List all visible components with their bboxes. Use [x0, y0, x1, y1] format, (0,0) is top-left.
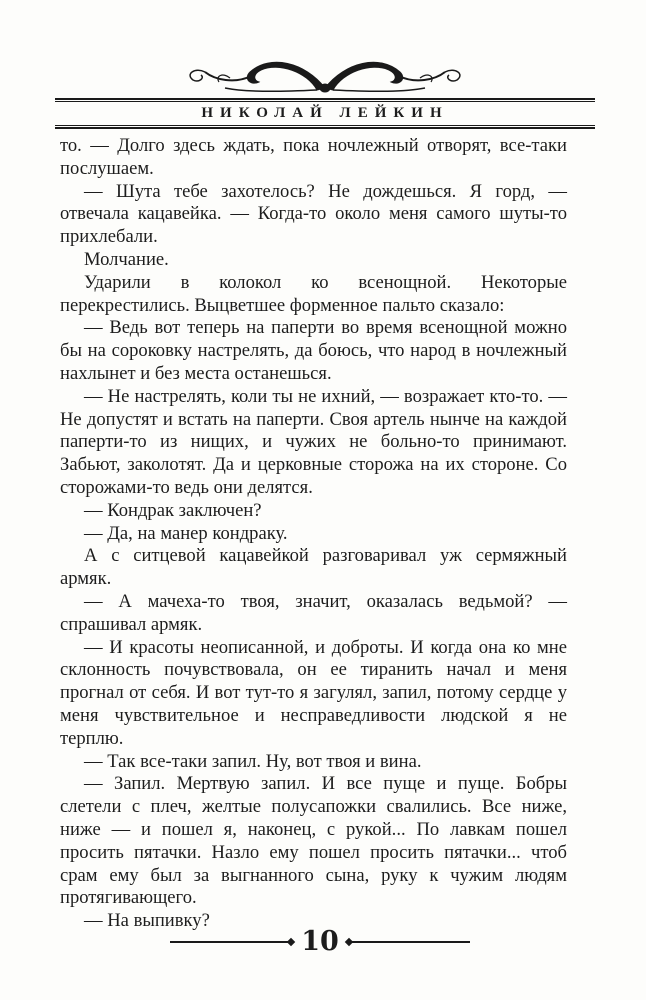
footer-rule-left [170, 941, 292, 943]
paragraph: то. — Долго здесь ждать, пока ночлежный отворят, все-таки послушаем. [60, 135, 567, 179]
paragraph: — Кондрак заключен? [84, 499, 262, 521]
paragraph: — Запил. Мертвую запил. И все пуще и пуще. Бобры слетели с плеч, желтые полусапожки свалились. Все ниже, ниже — и пошел я, наконец, с рукой... По лавкам пошел просить пятачки. Назло ему пошел просить пятачки... чтоб срам ему был за выгнанного сына, руку к чужим людям протягивающего. [60, 773, 567, 909]
paragraph: — На выпивку? [84, 910, 210, 932]
paragraph: — Шута тебе захотелось? Не дождешься. Я горд, — отвечала кацавейка. — Когда-то около меня самого шуты-то прихлебали. [60, 180, 567, 248]
footer-rule-right [348, 941, 470, 943]
footer-diamond-left-icon [287, 938, 295, 946]
header-rule-bottom [55, 125, 595, 129]
page-number: 10 [301, 926, 339, 957]
scroll-flourish-ornament-icon [55, 42, 595, 100]
body-text [60, 135, 567, 933]
paragraph: — Да, на манер кондраку. [84, 522, 288, 544]
paragraph: — Так все-таки запил. Ну, вот твоя и вина. [84, 750, 422, 772]
paragraph: — И красоты неописанной, и доброты. И когда она ко мне склонность почувствовала, он ее тиранить начал и меня прогнал от себя. И вот тут-то я загулял, запил, потому сердце у меня чувствительное и несправедливости людской я не терплю. [60, 636, 567, 749]
running-header-author: НИКОЛАЙ ЛЕЙКИН [201, 105, 449, 121]
paragraph: Молчание. [84, 248, 169, 270]
page-footer [170, 924, 470, 960]
paragraph: — А мачеха-то твоя, значит, оказалась ведьмой? — спрашивал армяк. [60, 590, 567, 635]
paragraph: А с ситцевой кацавейкой разговаривал уж сермяжный армяк. [60, 545, 567, 590]
paragraph: — Не настрелять, коли ты не ихний, — возражает кто-то. — Не допустят и встать на паперти. Своя артель нынче на каждой паперти-то из нищих, и чужих не больно-то принимают. Забьют, заколотят. Да и церковные сторожа на их стороне. Со сторожами-то ведь они делятся. [60, 385, 567, 498]
running-header [55, 42, 595, 124]
paragraph: Ударили в колокол ко всенощной. Некоторые перекрестились. Выцветшее форменное пальто сказало: [60, 271, 567, 316]
paragraph: — Ведь вот теперь на паперти во время всенощной можно бы на сороковку настрелять, да боюсь, что народ в ночлежный нахлынет и без места останешься. [60, 317, 567, 384]
